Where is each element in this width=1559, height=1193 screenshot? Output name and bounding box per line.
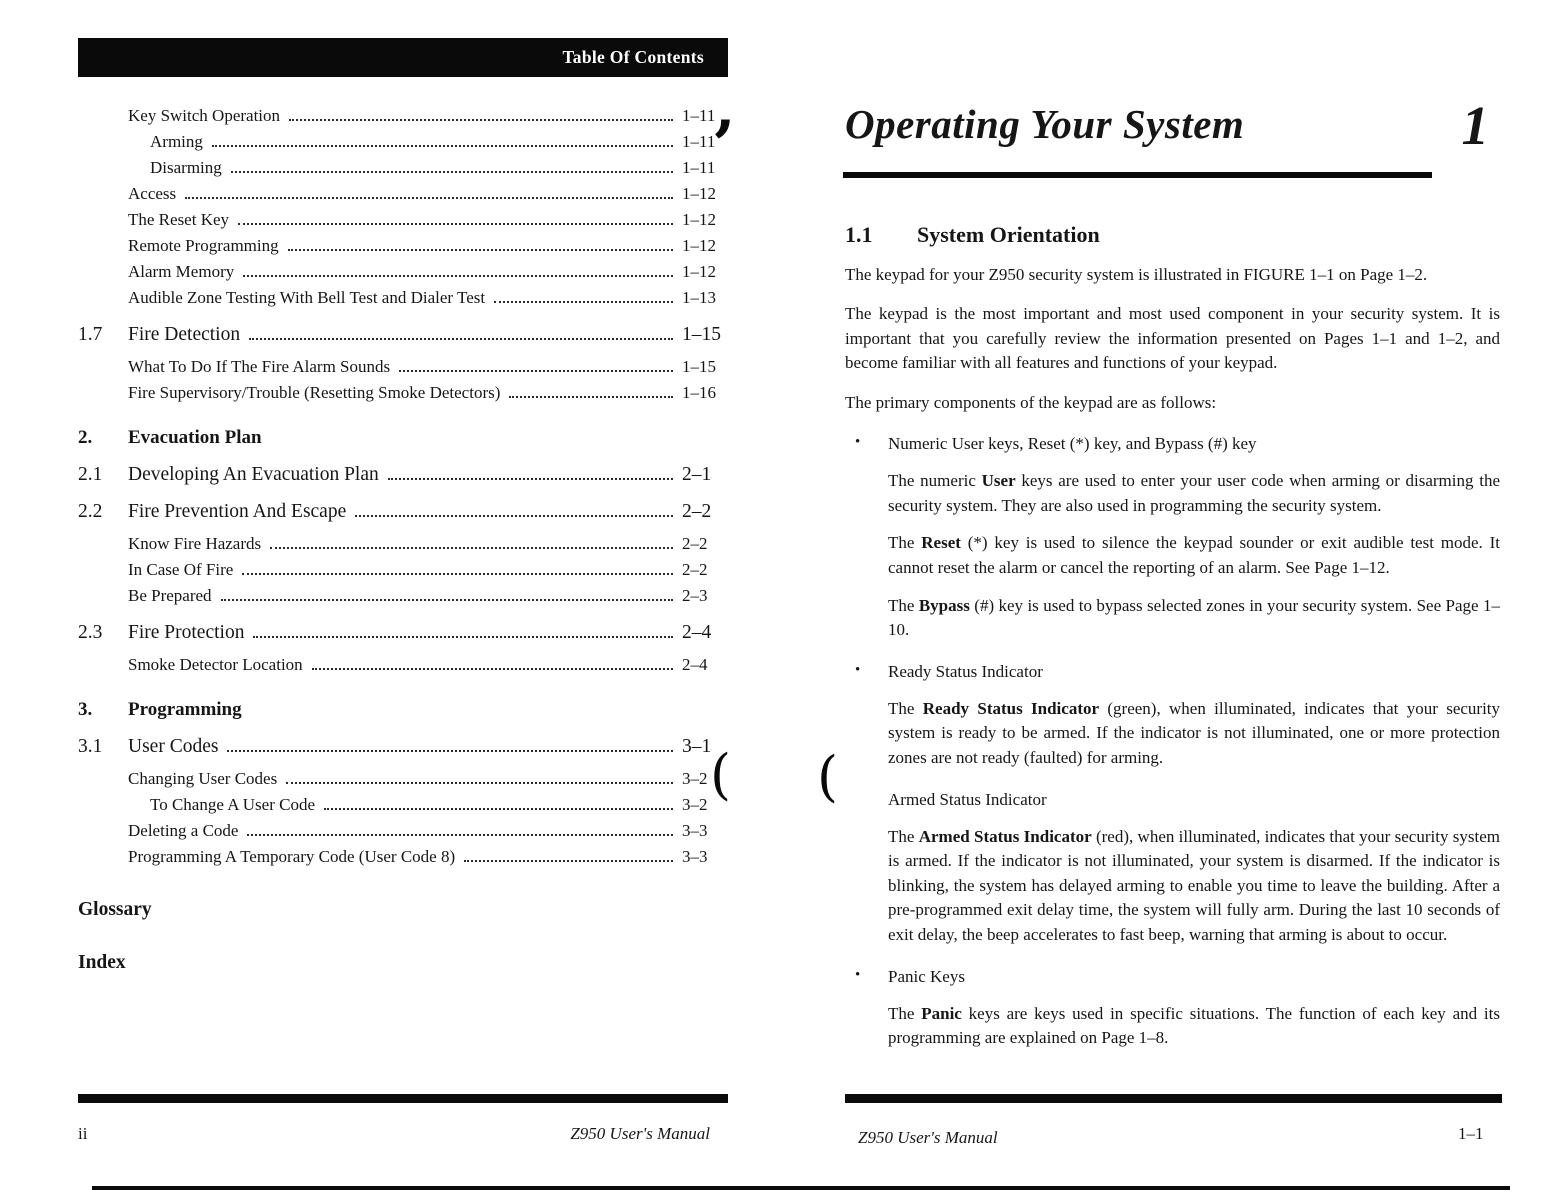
dot-leader <box>185 197 673 199</box>
toc-page-ref: 1–16 <box>682 383 716 402</box>
toc-page-ref: 3–2 <box>682 795 708 814</box>
toc-label: User Codes <box>128 736 219 757</box>
toc-page-ref: 3–3 <box>682 847 708 866</box>
toc-list <box>78 77 728 976</box>
dot-leader <box>324 808 673 810</box>
bullet-item <box>845 965 1505 989</box>
bullet-item <box>845 432 1505 456</box>
bullet-label: Armed Status Indicator <box>888 789 1047 809</box>
paragraph: The Bypass (#) key is used to bypass selected zones in your security system. See Page 1–10. <box>888 595 1500 640</box>
toc-label: Programming A Temporary Code (User Code 8) <box>128 847 456 866</box>
toc-row <box>78 766 728 792</box>
dot-leader <box>243 275 673 277</box>
toc-number: 2.3 <box>78 622 103 643</box>
paragraph: The keypad is the most important and most used component in your security system. It is important that you carefully review the information presented on Pages 1–1 and 1–2, and become familiar with all features and functions of your keypad. <box>845 304 1500 373</box>
footer-rule-right <box>845 1094 1502 1103</box>
section-heading <box>845 222 1505 248</box>
toc-page-ref: 3–2 <box>682 769 708 788</box>
toc-number: 2. <box>78 427 93 448</box>
dot-leader <box>355 515 673 517</box>
toc-row-section <box>78 734 728 760</box>
chapter-page <box>845 95 1505 1051</box>
toc-page-ref: 2–2 <box>682 534 708 553</box>
toc-label: Glossary <box>78 899 152 920</box>
dot-leader <box>289 119 673 121</box>
toc-number: 1.7 <box>78 324 103 345</box>
scan-artifact-mark: ’ <box>712 106 735 184</box>
toc-label: In Case Of Fire <box>128 560 234 579</box>
paragraph: The primary components of the keypad are as follows: <box>845 392 1217 412</box>
toc-row <box>78 181 728 207</box>
toc-page-ref: 1–12 <box>682 262 716 281</box>
toc-row <box>78 583 728 609</box>
toc-row-section <box>78 462 728 488</box>
dot-leader <box>221 599 673 601</box>
toc-label: Disarming <box>150 158 222 177</box>
dot-leader <box>286 782 673 784</box>
toc-label: Alarm Memory <box>128 262 235 281</box>
toc-page-ref: 1–12 <box>682 184 716 203</box>
paragraph: The Armed Status Indicator (red), when illuminated, indicates that your security system is armed. If the indicator is not illuminated, your system is disarmed. If the indicator is blinking, the system has delayed arming to enable you time to leave the building. After a pre-programmed exit delay time, the system will fully arm. During the last 10 seconds of exit delay, the beep accelerates to fast beep, warning that arming is about to occur. <box>888 826 1500 945</box>
dot-leader <box>494 301 673 303</box>
toc-label: Access <box>128 184 177 203</box>
toc-page-ref: 2–3 <box>682 586 708 605</box>
toc-label: Fire Protection <box>128 622 245 643</box>
dot-leader <box>270 547 673 549</box>
toc-page-ref: 1–11 <box>682 158 716 177</box>
dot-leader <box>288 249 673 251</box>
toc-number: 3. <box>78 699 93 720</box>
section-title: System Orientation <box>917 222 1100 247</box>
paragraph: The Panic keys are keys used in specific situations. The function of each key and its programming are explained on Page 1–8. <box>888 1003 1500 1048</box>
dot-leader <box>242 573 673 575</box>
toc-page-ref: 1–12 <box>682 236 716 255</box>
toc-page-ref: 1–12 <box>682 210 716 229</box>
toc-label: Arming <box>150 132 203 151</box>
toc-header-bar <box>78 38 728 77</box>
section-number: 1.1 <box>845 222 873 247</box>
toc-header-title: Table Of Contents <box>562 47 704 67</box>
dot-leader <box>231 171 673 173</box>
paragraph: The Ready Status Indicator (green), when illuminated, indicates that your security system is ready to be armed. If the indicator is not illuminated, one or more protection zones are not ready (faulted) for arming. <box>888 698 1501 768</box>
toc-label: Know Fire Hazards <box>128 534 262 553</box>
toc-number: 2.2 <box>78 501 103 522</box>
paragraph: The numeric User keys are used to enter your user code when arming or disarming the security system. They are also used in programming the security system. <box>888 471 1500 515</box>
toc-row-index <box>78 950 728 976</box>
toc-label: Fire Supervisory/Trouble (Resetting Smoke Detectors) <box>128 383 501 402</box>
toc-row <box>78 207 728 233</box>
toc-label: Fire Prevention And Escape <box>128 501 347 522</box>
bullet-label: Panic Keys <box>888 966 965 986</box>
dot-leader <box>464 860 673 862</box>
toc-row <box>78 380 728 406</box>
toc-row <box>78 354 728 380</box>
toc-row <box>78 103 728 129</box>
toc-page-ref: 3–3 <box>682 821 708 840</box>
toc-row-section <box>78 322 728 348</box>
toc-page-ref: 1–13 <box>682 288 716 307</box>
toc-row-chapter <box>78 697 728 723</box>
toc-page-ref: 2–1 <box>682 464 712 485</box>
page-folio: 1–1 <box>1458 1124 1484 1143</box>
toc-page-ref: 2–2 <box>682 501 712 522</box>
list-item <box>845 788 1505 812</box>
bullet-icon: • <box>855 966 861 983</box>
toc-row-glossary <box>78 897 728 923</box>
toc-number: 2.1 <box>78 464 103 485</box>
dot-leader <box>247 834 673 836</box>
scan-artifact-paren: ( <box>817 745 839 808</box>
toc-row <box>78 818 728 844</box>
bullet-icon: • <box>855 434 861 451</box>
toc-label: Fire Detection <box>128 324 241 345</box>
toc-row <box>78 285 728 311</box>
toc-row-section <box>78 499 728 525</box>
toc-row <box>78 233 728 259</box>
footer-manual-title: Z950 User's Manual <box>858 1128 998 1147</box>
toc-label: Be Prepared <box>128 586 212 605</box>
toc-row <box>78 844 728 870</box>
toc-label: Evacuation Plan <box>128 427 262 448</box>
toc-page-ref: 1–11 <box>682 132 716 151</box>
toc-number: 3.1 <box>78 736 103 757</box>
toc-row <box>78 155 728 181</box>
dot-leader <box>238 223 673 225</box>
toc-label: Changing User Codes <box>128 769 278 788</box>
chapter-title-rule <box>843 172 1432 178</box>
toc-page-ref: 1–11 <box>682 106 716 125</box>
toc-row <box>78 129 728 155</box>
dot-leader <box>399 370 673 372</box>
dot-leader <box>249 338 673 340</box>
toc-label: Programming <box>128 699 242 720</box>
dot-leader <box>227 750 673 752</box>
dot-leader <box>509 396 673 398</box>
toc-page-ref: 1–15 <box>682 357 716 376</box>
bullet-label: Ready Status Indicator <box>888 661 1043 681</box>
chapter-number: 1 <box>1461 95 1489 156</box>
toc-label: Developing An Evacuation Plan <box>128 464 379 485</box>
footer-rule-left <box>78 1094 728 1103</box>
chapter-header <box>845 95 1505 182</box>
toc-page-ref: 3–1 <box>682 736 712 757</box>
page-folio: ii <box>78 1124 88 1143</box>
toc-row <box>78 652 728 678</box>
toc-row <box>78 531 728 557</box>
toc-page <box>78 38 728 976</box>
toc-label: What To Do If The Fire Alarm Sounds <box>128 357 391 376</box>
dot-leader <box>312 668 673 670</box>
bullet-label: Numeric User keys, Reset (*) key, and Bypass (#) key <box>888 434 1257 454</box>
toc-row-section <box>78 620 728 646</box>
paragraph: The Reset (*) key is used to silence the keypad sounder or exit audible test mode. It cannot reset the alarm or cancel the reporting of an alarm. See Page 1–12. <box>888 533 1500 578</box>
toc-row-chapter <box>78 425 728 451</box>
toc-label: Index <box>78 952 126 973</box>
bullet-icon: • <box>855 661 861 678</box>
toc-label: Deleting a Code <box>128 821 239 840</box>
bullet-icon <box>845 788 888 812</box>
scan-edge-line <box>92 1186 1510 1190</box>
toc-page-ref: 2–4 <box>682 622 712 643</box>
toc-label: Smoke Detector Location <box>128 655 303 674</box>
dot-leader <box>388 478 673 480</box>
bullet-item <box>845 660 1505 684</box>
dot-leader <box>212 145 673 147</box>
toc-row <box>78 557 728 583</box>
toc-label: To Change A User Code <box>150 795 316 814</box>
toc-row <box>78 792 728 818</box>
footer-manual-title: Z950 User's Manual <box>570 1124 710 1143</box>
dot-leader <box>253 636 673 638</box>
toc-label: Audible Zone Testing With Bell Test and Dialer Test <box>128 288 486 307</box>
scan-artifact-paren: ( <box>710 743 732 806</box>
toc-page-ref: 1–15 <box>682 324 721 345</box>
toc-page-ref: 2–4 <box>682 655 708 674</box>
chapter-title: Operating Your System <box>845 101 1245 147</box>
paragraph: The keypad for your Z950 security system is illustrated in FIGURE 1–1 on Page 1–2. <box>845 265 1428 284</box>
toc-page-ref: 2–2 <box>682 560 708 579</box>
toc-label: Key Switch Operation <box>128 106 281 125</box>
toc-label: Remote Programming <box>128 236 279 255</box>
toc-row <box>78 259 728 285</box>
toc-label: The Reset Key <box>128 210 230 229</box>
